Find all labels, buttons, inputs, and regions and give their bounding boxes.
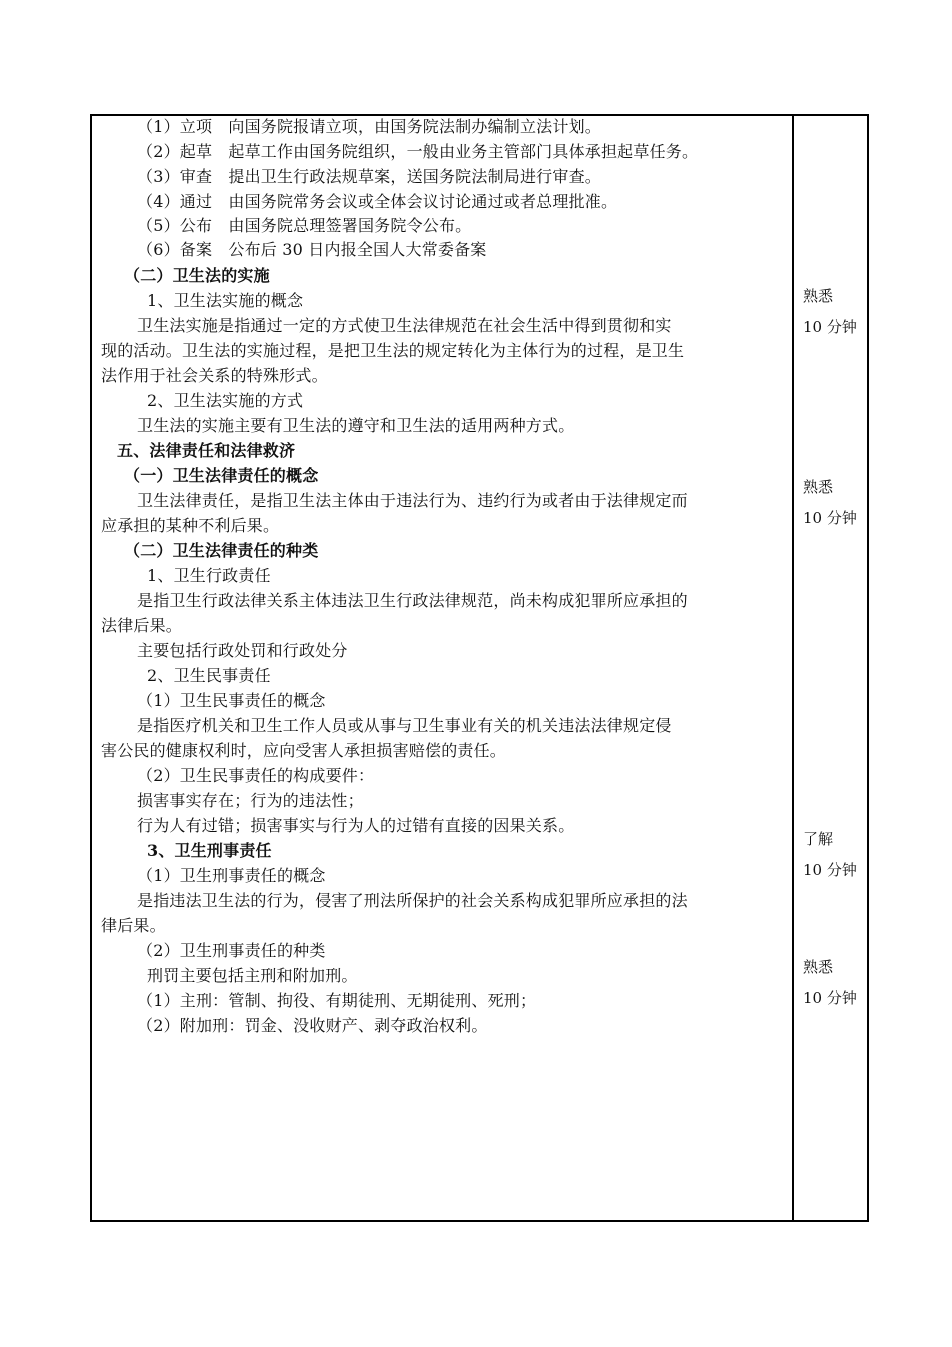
text-line: 法律后果。 <box>101 616 183 635</box>
text-line: 主要包括行政处罚和行政处分 <box>137 641 348 660</box>
text-line: 是指卫生行政法律关系主体违法卫生行政法律规范，尚未构成犯罪所应承担的 <box>137 591 688 610</box>
text-line: 律后果。 <box>101 916 166 935</box>
subsection-heading: 1、卫生法实施的概念 <box>147 291 304 310</box>
text-line: （5）公布 由国务院总理签署国务院令公布。 <box>137 216 472 235</box>
section-heading: （一）卫生法律责任的概念 <box>124 466 319 485</box>
text-line: 是指医疗机关和卫生工作人员或从事与卫生事业有关的机关违法法律规定侵 <box>137 716 672 735</box>
text-line: （2）起草 起草工作由国务院组织，一般由业务主管部门具体承担起草任务。 <box>137 142 699 161</box>
text-line: 卫生法实施是指通过一定的方式使卫生法律规范在社会生活中得到贯彻和实 <box>137 316 672 335</box>
subsection-heading: 2、卫生法实施的方式 <box>147 391 304 410</box>
text-line: （1）卫生刑事责任的概念 <box>137 866 326 885</box>
side-note-duration: 10 分钟 <box>803 861 857 879</box>
text-line: 害公民的健康权利时，应向受害人承担损害赔偿的责任。 <box>101 741 507 760</box>
side-note-duration: 10 分钟 <box>803 509 857 527</box>
text-line: 现的活动。卫生法的实施过程，是把卫生法的规定转化为主体行为的过程，是卫生 <box>101 341 685 360</box>
text-line: （1）立项 向国务院报请立项，由国务院法制办编制立法计划。 <box>137 117 601 136</box>
text-line: 应承担的某种不利后果。 <box>101 516 280 535</box>
subsection-heading: 1、卫生行政责任 <box>147 566 271 585</box>
text-line: （1）卫生民事责任的概念 <box>137 691 326 710</box>
side-note-level: 熟悉 <box>803 958 834 976</box>
text-line: （2）卫生民事责任的构成要件： <box>137 766 375 785</box>
side-note-level: 熟悉 <box>803 478 834 496</box>
text-line: 损害事实存在；行为的违法性； <box>137 791 364 810</box>
text-line: 是指违法卫生法的行为，侵害了刑法所保护的社会关系构成犯罪所应承担的法 <box>137 891 688 910</box>
side-note-level: 了解 <box>803 830 834 848</box>
text-line: （4）通过 由国务院常务会议或全体会议讨论通过或者总理批准。 <box>137 192 618 211</box>
section-heading: （二）卫生法的实施 <box>124 266 270 285</box>
text-line: （2）附加刑：罚金、没收财产、剥夺政治权利。 <box>137 1016 488 1035</box>
side-note-duration: 10 分钟 <box>803 989 857 1007</box>
subsection-heading: 2、卫生民事责任 <box>147 666 271 685</box>
subsection-heading: 3、卫生刑事责任 <box>147 841 272 860</box>
text-line: 行为人有过错；损害事实与行为人的过错有直接的因果关系。 <box>137 816 575 835</box>
side-note-level: 熟悉 <box>803 287 834 305</box>
side-note-duration: 10 分钟 <box>803 318 857 336</box>
section-heading: （二）卫生法律责任的种类 <box>124 541 319 560</box>
text-line: 法作用于社会关系的特殊形式。 <box>101 366 328 385</box>
text-line: （2）卫生刑事责任的种类 <box>137 941 326 960</box>
text-line: （1）主刑：管制、拘役、有期徒刑、无期徒刑、死刑； <box>137 991 537 1010</box>
text-line: 刑罚主要包括主刑和附加刑。 <box>147 966 358 985</box>
column-divider <box>792 114 794 1222</box>
chapter-heading: 五、法律责任和法律救济 <box>117 441 296 460</box>
text-line: （3）审查 提出卫生行政法规草案，送国务院法制局进行审查。 <box>137 167 601 186</box>
text-line: 卫生法的实施主要有卫生法的遵守和卫生法的适用两种方式。 <box>137 416 575 435</box>
text-line: 卫生法律责任，是指卫生法主体由于违法行为、违约行为或者由于法律规定而 <box>137 491 688 510</box>
text-line: （6）备案 公布后 30 日内报全国人大常委备案 <box>137 240 487 259</box>
